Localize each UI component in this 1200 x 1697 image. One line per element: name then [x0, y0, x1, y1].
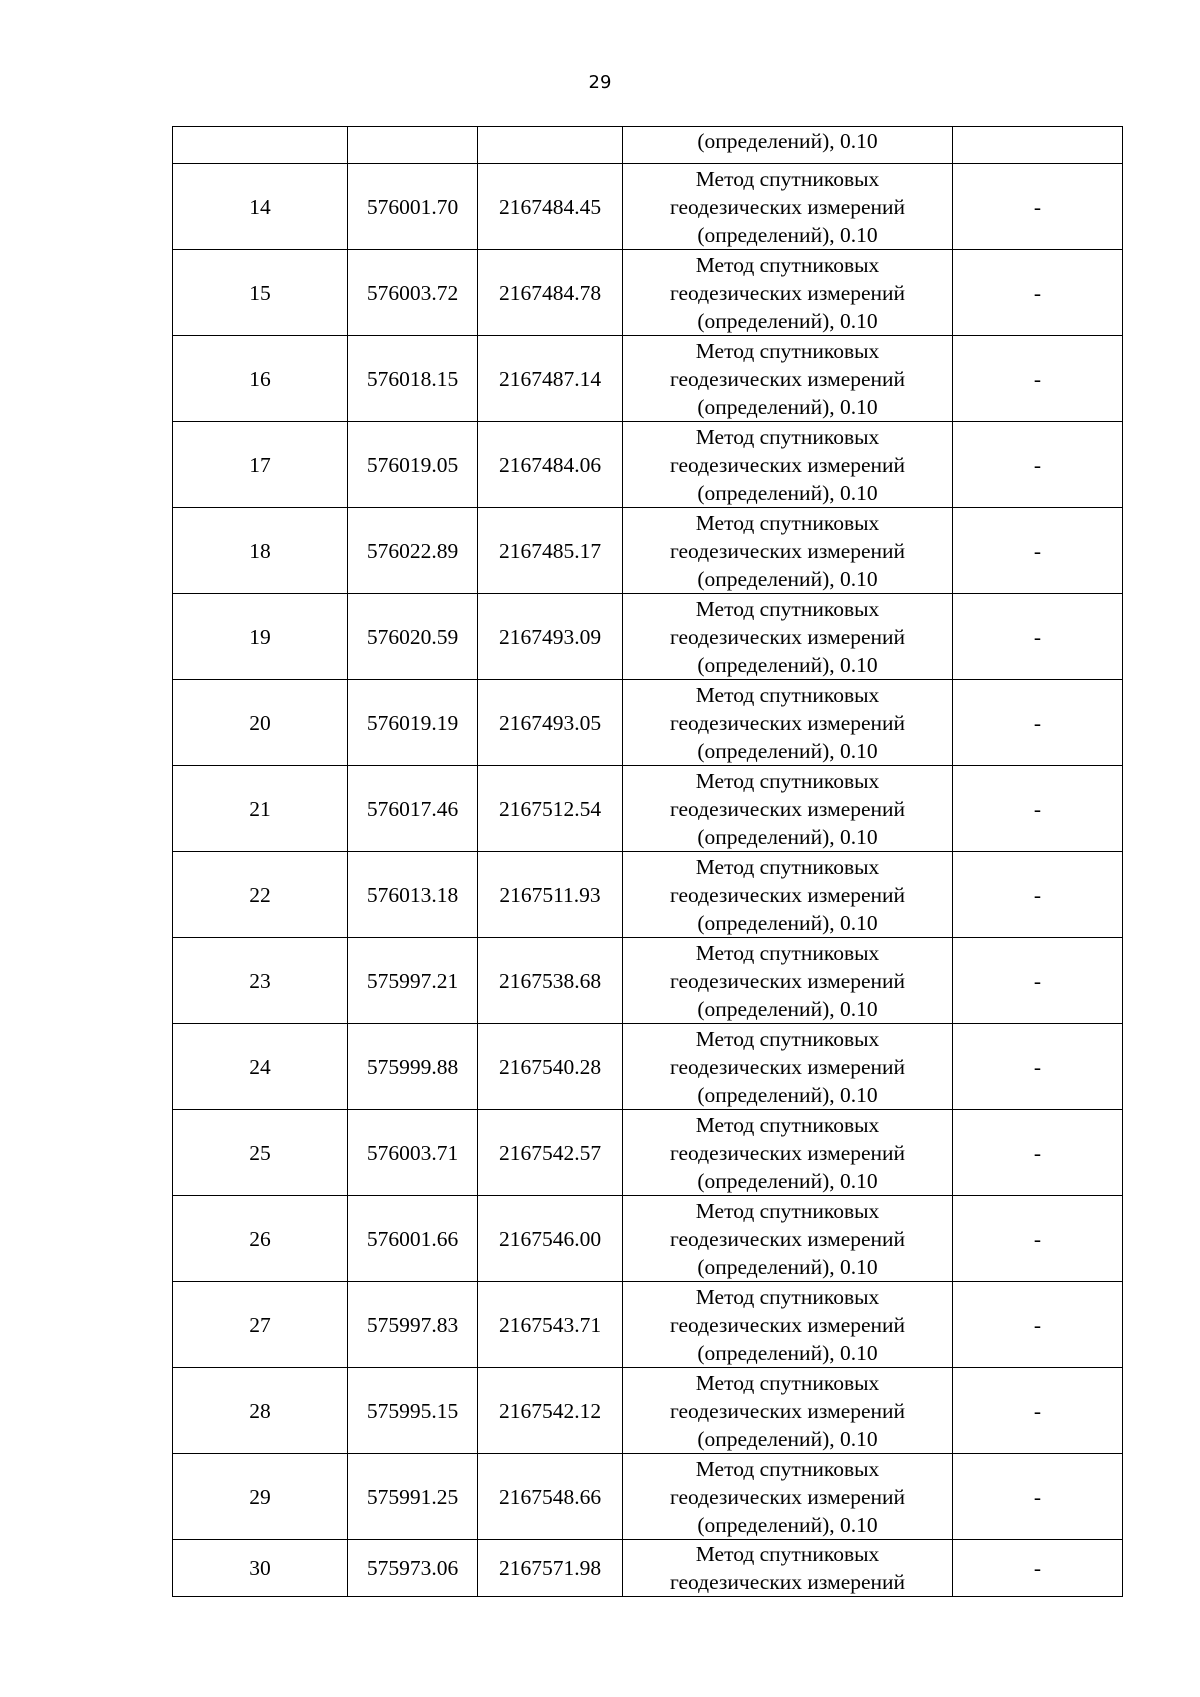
method-line: (определений), 0.10	[697, 566, 878, 591]
table-row-continuation	[173, 127, 1123, 164]
y-coordinate-cell: 2167485.17	[478, 508, 623, 594]
note-cell: -	[953, 852, 1123, 938]
x-coordinate-cell: 576003.72	[348, 250, 478, 336]
y-coordinate-cell: 2167512.54	[478, 766, 623, 852]
method-line: (определений), 0.10	[697, 1512, 878, 1537]
note-cell: -	[953, 164, 1123, 250]
x-coordinate-cell: 576017.46	[348, 766, 478, 852]
method-cell	[623, 1110, 953, 1196]
method-line: геодезических измерений	[669, 280, 906, 305]
x-coordinate-cell: 575991.25	[348, 1454, 478, 1540]
table-row	[173, 1540, 1123, 1597]
point-number-cell: 18	[173, 508, 348, 594]
method-line: геодезических измерений	[669, 538, 906, 563]
method-line: (определений), 0.10	[697, 738, 878, 763]
point-number-cell: 16	[173, 336, 348, 422]
method-line: геодезических измерений	[669, 1484, 906, 1509]
table-row	[173, 594, 1123, 680]
x-coordinate-cell: 576019.05	[348, 422, 478, 508]
note-cell: -	[953, 1454, 1123, 1540]
y-coordinate-cell: 2167546.00	[478, 1196, 623, 1282]
table-row	[173, 1024, 1123, 1110]
x-coordinate-cell: 576018.15	[348, 336, 478, 422]
table-row	[173, 422, 1123, 508]
coordinates-table	[172, 126, 1123, 1597]
point-number-cell	[173, 127, 348, 164]
note-cell: -	[953, 250, 1123, 336]
y-coordinate-cell: 2167542.12	[478, 1368, 623, 1454]
point-number-cell: 25	[173, 1110, 348, 1196]
method-cell	[623, 766, 953, 852]
method-cell	[623, 1024, 953, 1110]
y-coordinate-cell	[478, 127, 623, 164]
method-cell	[623, 164, 953, 250]
method-cell	[623, 1454, 953, 1540]
method-line: геодезических измерений	[669, 194, 906, 219]
method-cell	[623, 336, 953, 422]
point-number-cell: 29	[173, 1454, 348, 1540]
method-cell	[623, 938, 953, 1024]
note-cell: -	[953, 1110, 1123, 1196]
method-line: геодезических измерений	[669, 1226, 906, 1251]
method-line: Метод спутниковых	[695, 1198, 880, 1223]
x-coordinate-cell: 576013.18	[348, 852, 478, 938]
note-cell: -	[953, 938, 1123, 1024]
method-line: геодезических измерений	[669, 796, 906, 821]
y-coordinate-cell: 2167542.57	[478, 1110, 623, 1196]
method-line: геодезических измерений	[669, 968, 906, 993]
y-coordinate-cell: 2167540.28	[478, 1024, 623, 1110]
point-number-cell: 21	[173, 766, 348, 852]
y-coordinate-cell: 2167548.66	[478, 1454, 623, 1540]
method-line: геодезических измерений	[669, 1054, 906, 1079]
x-coordinate-cell: 576001.66	[348, 1196, 478, 1282]
method-cell	[623, 1540, 953, 1597]
x-coordinate-cell: 576022.89	[348, 508, 478, 594]
x-coordinate-cell: 576003.71	[348, 1110, 478, 1196]
method-cell	[623, 422, 953, 508]
point-number-cell: 30	[173, 1540, 348, 1597]
point-number-cell: 14	[173, 164, 348, 250]
point-number-cell: 28	[173, 1368, 348, 1454]
table-row	[173, 766, 1123, 852]
table-row	[173, 164, 1123, 250]
method-line: геодезических измерений	[669, 710, 906, 735]
method-line: (определений), 0.10	[697, 1426, 878, 1451]
y-coordinate-cell: 2167487.14	[478, 336, 623, 422]
method-line: (определений), 0.10	[697, 394, 878, 419]
method-line: Метод спутниковых	[695, 1284, 880, 1309]
method-cell	[623, 127, 953, 164]
method-line: геодезических измерений	[669, 366, 906, 391]
point-number-cell: 15	[173, 250, 348, 336]
method-line: (определений), 0.10	[697, 480, 878, 505]
table-row	[173, 336, 1123, 422]
note-cell: -	[953, 1196, 1123, 1282]
method-cell	[623, 1196, 953, 1282]
method-line: Метод спутниковых	[695, 338, 880, 363]
note-cell: -	[953, 766, 1123, 852]
method-line: Метод спутниковых	[695, 1542, 880, 1566]
x-coordinate-cell: 575997.83	[348, 1282, 478, 1368]
table-row	[173, 1282, 1123, 1368]
method-line: (определений), 0.10	[697, 996, 878, 1021]
x-coordinate-cell: 575997.21	[348, 938, 478, 1024]
table-row	[173, 938, 1123, 1024]
y-coordinate-cell: 2167543.71	[478, 1282, 623, 1368]
x-coordinate-cell: 576001.70	[348, 164, 478, 250]
x-coordinate-cell: 576020.59	[348, 594, 478, 680]
method-cell	[623, 250, 953, 336]
method-line: (определений), 0.10	[697, 824, 878, 849]
y-coordinate-cell: 2167571.98	[478, 1540, 623, 1597]
y-coordinate-cell: 2167511.93	[478, 852, 623, 938]
note-cell: -	[953, 1540, 1123, 1597]
method-line: (определений), 0.10	[697, 308, 878, 333]
method-cell	[623, 680, 953, 766]
table-row	[173, 1368, 1123, 1454]
point-number-cell: 20	[173, 680, 348, 766]
x-coordinate-cell: 575995.15	[348, 1368, 478, 1454]
point-number-cell: 24	[173, 1024, 348, 1110]
note-cell	[953, 127, 1123, 164]
method-line: геодезических измерений	[669, 624, 906, 649]
method-line: Метод спутниковых	[695, 510, 880, 535]
method-line: Метод спутниковых	[695, 854, 880, 879]
x-coordinate-cell	[348, 127, 478, 164]
y-coordinate-cell: 2167484.78	[478, 250, 623, 336]
note-cell: -	[953, 1368, 1123, 1454]
method-line: Метод спутниковых	[695, 166, 880, 191]
note-cell: -	[953, 422, 1123, 508]
table-row	[173, 1110, 1123, 1196]
method-line: (определений), 0.10	[697, 1168, 878, 1193]
point-number-cell: 26	[173, 1196, 348, 1282]
method-line: геодезических измерений	[669, 1398, 906, 1423]
note-cell: -	[953, 594, 1123, 680]
method-line: геодезических измерений	[669, 1140, 906, 1165]
table-row	[173, 852, 1123, 938]
method-line: Метод спутниковых	[695, 1112, 880, 1137]
method-line: Метод спутниковых	[695, 1026, 880, 1051]
x-coordinate-cell: 576019.19	[348, 680, 478, 766]
table-row	[173, 1196, 1123, 1282]
y-coordinate-cell: 2167493.05	[478, 680, 623, 766]
method-line: Метод спутниковых	[695, 1370, 880, 1395]
x-coordinate-cell: 575973.06	[348, 1540, 478, 1597]
method-line: Метод спутниковых	[695, 424, 880, 449]
table-row	[173, 1454, 1123, 1540]
note-cell: -	[953, 1282, 1123, 1368]
table-row	[173, 680, 1123, 766]
x-coordinate-cell: 575999.88	[348, 1024, 478, 1110]
y-coordinate-cell: 2167493.09	[478, 594, 623, 680]
method-line: (определений), 0.10	[697, 652, 878, 677]
y-coordinate-cell: 2167484.06	[478, 422, 623, 508]
note-cell: -	[953, 336, 1123, 422]
method-line: геодезических измерений	[669, 452, 906, 477]
table-row	[173, 508, 1123, 594]
method-cell	[623, 508, 953, 594]
point-number-cell: 27	[173, 1282, 348, 1368]
y-coordinate-cell: 2167538.68	[478, 938, 623, 1024]
point-number-cell: 19	[173, 594, 348, 680]
note-cell: -	[953, 1024, 1123, 1110]
method-line: геодезических измерений	[669, 1312, 906, 1337]
method-cell	[623, 1282, 953, 1368]
point-number-cell: 23	[173, 938, 348, 1024]
method-cell	[623, 852, 953, 938]
note-cell: -	[953, 508, 1123, 594]
table-row	[173, 250, 1123, 336]
method-line: (определений), 0.10	[697, 910, 878, 935]
method-line: геодезических измерений	[669, 1570, 906, 1594]
method-line: Метод спутниковых	[695, 940, 880, 965]
point-number-cell: 17	[173, 422, 348, 508]
method-line: (определений), 0.10	[697, 222, 878, 247]
method-line: (определений), 0.10	[697, 1082, 878, 1107]
coordinates-table-body	[173, 127, 1123, 1597]
method-line: Метод спутниковых	[695, 682, 880, 707]
method-cell	[623, 1368, 953, 1454]
y-coordinate-cell: 2167484.45	[478, 164, 623, 250]
point-number-cell: 22	[173, 852, 348, 938]
page-number: 29	[588, 72, 612, 93]
method-line: Метод спутниковых	[695, 596, 880, 621]
note-cell: -	[953, 680, 1123, 766]
method-line: Метод спутниковых	[695, 1456, 880, 1481]
method-cell	[623, 594, 953, 680]
method-line: геодезических измерений	[669, 882, 906, 907]
method-line: Метод спутниковых	[695, 768, 880, 793]
method-line: (определений), 0.10	[697, 1340, 878, 1365]
method-line: (определений), 0.10	[697, 1254, 878, 1279]
method-line: (определений), 0.10	[697, 129, 878, 153]
method-line: Метод спутниковых	[695, 252, 880, 277]
